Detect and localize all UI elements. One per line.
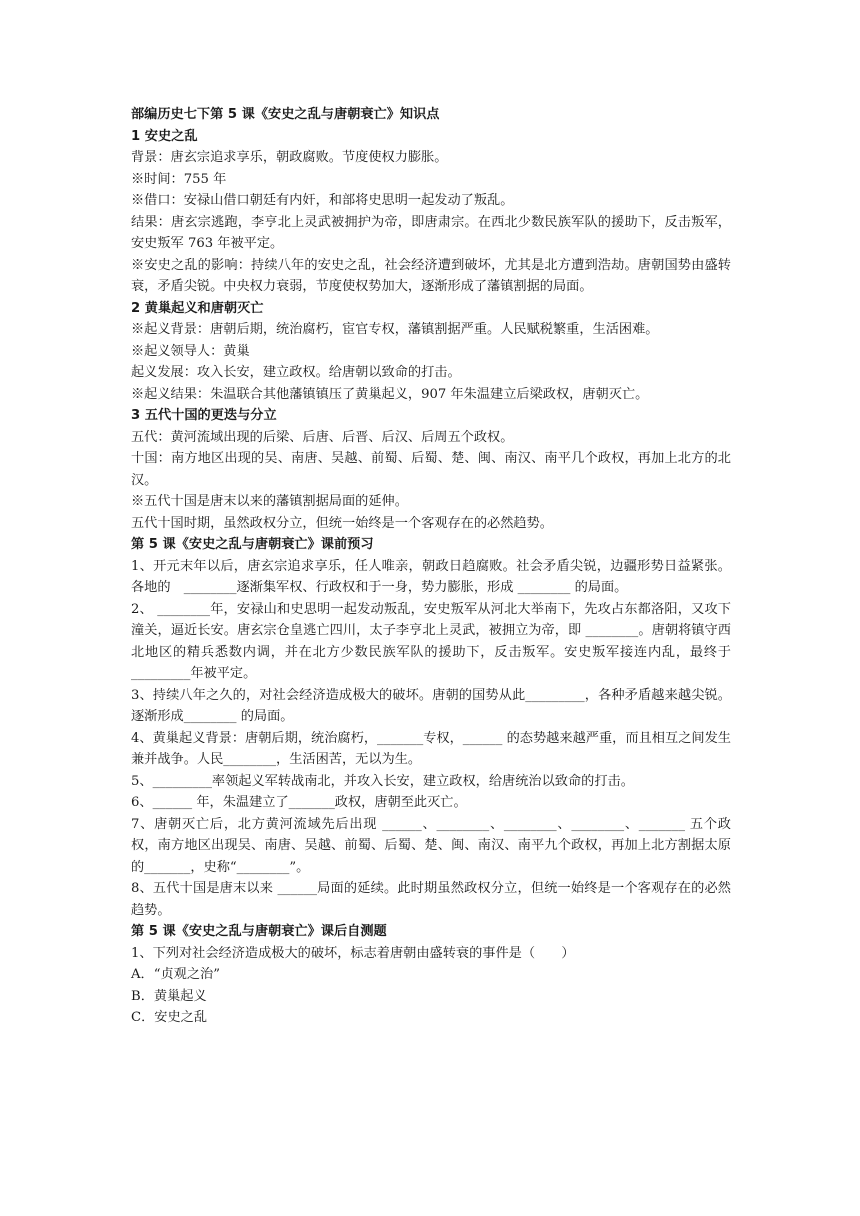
preview-question: 2、 ________年，安禄山和史思明一起发动叛乱，安史叛军从河北大举南下，先攻占东都洛阳，又攻下潼关，逼近长安。唐玄宗仓皇逃亡四川，太子李亨北上灵武，被拥立为帝，即 ________。唐朝将镇守西北地区的精兵悉数内调，并在北方少数民族军队的援助下，反击叛军。安史叛军接连内乱，最终于_________年被平定。 [131,601,731,681]
preview-question: 4、黄巢起义背景：唐朝后期，统治腐朽，_______专权，______ 的态势越来越严重，而且相互之间发生兼并战争。人民________，生活困苦，无以为生。 [131,730,731,767]
section-heading-wudai: 3 五代十国的更迭与分立 [131,408,277,423]
paragraph: 结果：唐玄宗逃跑，李亨北上灵武被拥护为帝，即唐肃宗。在西北少数民族军队的援助下，反击叛军，安史叛军 763 年被平定。 [131,214,731,251]
paragraph: ※五代十国是唐末以来的藩镇割据局面的延伸。 [131,494,408,509]
answer-option-b: B．黄巢起义 [131,988,207,1004]
section-heading-selftest: 第 5 课《安史之乱与唐朝衰亡》课后自测题 [131,924,387,939]
paragraph: 起义发展：攻入长安，建立政权。给唐朝以致命的打击。 [131,365,461,380]
test-question: 1、下列对社会经济造成极大的破坏，标志着唐朝由盛转衰的事件是（ ） [131,945,575,961]
preview-question: 5、_________率领起义军转战南北，并攻入长安，建立政权，给唐统治以致命的打击。 [131,773,634,789]
paragraph: ※安史之乱的影响：持续八年的安史之乱，社会经济遭到破坏，尤其是北方遭到浩劫。唐朝国势由盛转衰，矛盾尖锐。中央权力衰弱，节度使权势加大，逐渐形成了藩镇割据的局面。 [131,257,731,294]
paragraph: 背景：唐玄宗追求享乐，朝政腐败。节度使权力膨胀。 [131,150,448,165]
document-title: 部编历史七下第 5 课《安史之乱与唐朝衰亡》知识点 [131,107,440,122]
preview-question: 7、唐朝灭亡后，北方黄河流域先后出现 ______、________、________、________、_______ 五个政权，南方地区出现吴、南唐、吴越、前蜀、后蜀、楚、闽、南汉、南平九个政权，再加上北方割据太原的_______，史称“________”。 [131,816,731,875]
section-heading-huangchao: 2 黄巢起义和唐朝灭亡 [131,300,264,316]
paragraph: ※借口：安禄山借口朝廷有内奸，和部将史思明一起发动了叛乱。 [131,193,514,208]
paragraph: 十国：南方地区出现的吴、南唐、吴越、前蜀、后蜀、楚、闽、南汉、南平几个政权，再加上北方的北汉。 [131,451,731,488]
paragraph: ※起义背景：唐朝后期，统治腐朽，宦官专权，藩镇割据严重。人民赋税繁重，生活困难。 [131,322,659,337]
section-heading-preview: 第 5 课《安史之乱与唐朝衰亡》课前预习 [131,537,374,552]
preview-question: 8、五代十国是唐末以来 ______局面的延续。此时期虽然政权分立，但统一始终是一个客观存在的必然趋势。 [131,881,731,918]
document-body [131,104,731,1029]
answer-option-c: C．安史之乱 [131,1010,208,1025]
preview-question: 6、______ 年，朱温建立了_______政权，唐朝至此灭亡。 [131,795,467,810]
preview-question: 1、开元末年以后，唐玄宗追求享乐，任人唯亲，朝政日趋腐败。社会矛盾尖锐，边疆形势日益紧张。各地的 ________逐渐集军权、行政权和于一身，势力膨胀，形成 ________ 的局面。 [131,558,731,595]
answer-option-a: A．“贞观之治” [131,967,220,982]
paragraph: ※起义结果：朱温联合其他藩镇镇压了黄巢起义，907 年朱温建立后梁政权，唐朝灭亡。 [131,386,649,402]
paragraph: 五代十国时期，虽然政权分立，但统一始终是一个客观存在的必然趋势。 [131,515,553,531]
paragraph: 五代：黄河流域出现的后梁、后唐、后晋、后汉、后周五个政权。 [131,429,514,445]
paragraph: ※时间：755 年 [131,171,227,187]
paragraph: ※起义领导人：黄巢 [131,343,250,359]
section-heading-anshi: 1 安史之乱 [131,128,198,144]
preview-question: 3、持续八年之久的，对社会经济造成极大的破坏。唐朝的国势从此_________，各种矛盾越来越尖锐。逐渐形成________ 的局面。 [131,687,731,724]
